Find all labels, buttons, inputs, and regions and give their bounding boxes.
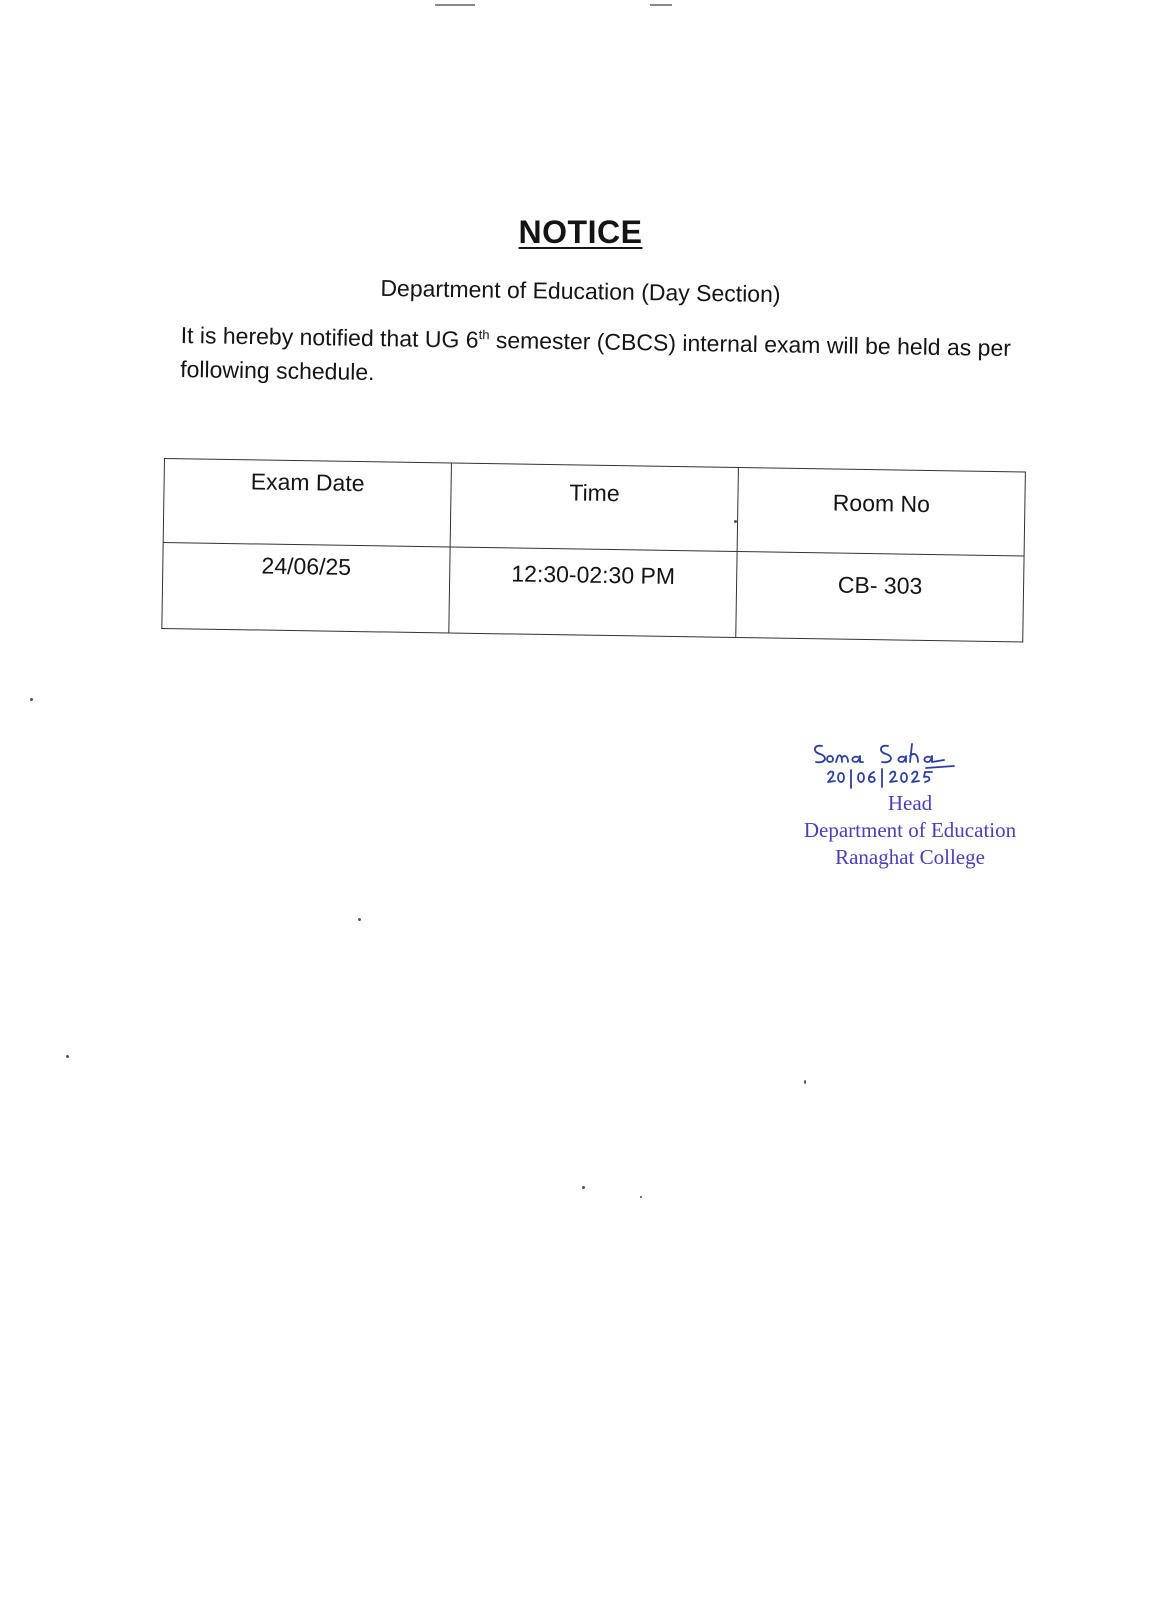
scan-mark [650,4,672,6]
exam-schedule-table [161,458,1026,643]
scan-mark [435,4,475,6]
scan-speck [804,1080,806,1084]
department-heading: Department of Education (Day Section) [380,274,781,308]
stamp-college: Ranaghat College [835,845,985,869]
notice-body [180,318,1041,399]
header-room-no: Room No [737,468,1025,556]
notice-title [0,214,1161,251]
stamp-title: Head [887,791,933,815]
handwritten-signature [808,740,968,792]
scan-speck [30,698,33,701]
stamp-department: Department of Education [803,818,1017,842]
scan-speck [640,1196,642,1198]
notice-body-part2: semester (CBCS) internal exam will be held as per following schedule. [179,326,1012,386]
header-time: Time [450,463,738,551]
cell-room-no: CB- 303 [736,552,1024,642]
table-row [162,542,1024,642]
scan-speck [582,1186,585,1189]
notice-body-part1: It is hereby notified that UG 6 [180,321,479,353]
scan-speck [734,520,737,523]
table-header-row [163,459,1025,557]
cell-exam-date: 24/06/25 [162,542,450,632]
cell-time: 12:30-02:30 PM [449,547,737,637]
header-exam-date: Exam Date [163,459,451,547]
scan-speck [66,1055,69,1058]
notice-body-superscript: th [478,327,490,343]
department-head-stamp [790,790,1030,871]
notice-title-text: NOTICE [518,214,643,250]
scan-speck [358,918,361,921]
